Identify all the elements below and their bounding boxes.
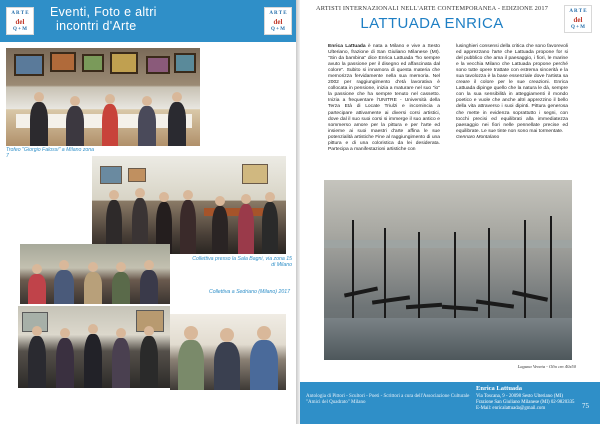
logo-text-bottom: Q + M [13,27,27,32]
photo-award-ceremony [6,48,200,146]
logo-text-middle: del [15,18,25,26]
running-header: ARTISTI INTERNAZIONALI NELL'ARTE CONTEMPORANEA - EDIZIONE 2017 [315,5,549,12]
publication-credit: Antologia di Pittori - Scultori - Poeti - Scrittori a cura dell'Associazione Culturale "Amici del Quadrato" Milano [306,394,470,405]
contact-email: E-Mail: enricalattuada@gmail.com [476,406,546,411]
logo-text-top: A R T E [569,9,587,14]
logo-text-middle: del [273,18,283,26]
painting-laguna-veneta [324,180,572,360]
painting-caption: Laguna Veneta - Olio cm 40x50 [517,364,576,369]
photo-gallery-group [92,156,286,254]
logo-text-top: A R T E [11,11,29,16]
photo-caption-3: Collettiva a Sedriano (Milano) 2017 [208,289,290,295]
artist-name-title: LATTUADA ENRICA [360,15,504,32]
photo-caption-2: Collettiva presso la Sala Bagni, via zona 15 di Milano [192,256,292,269]
left-footer [0,392,296,424]
article-text-1: è nata a Milano e vive a Sesto Ulteriano, frazione di San Giuliano Milanese (MI). "Sin da bambina" dice Enrica Lattuada "ho sempre avuto la passione per il disegno ed affascinata dal colore". Subito si innamora di questa materia che memorizza fervidamente nella sua memoria. Nel 2002 per raggiungimento d'età lavorativa è collocata in pensione, inizia a maturare nel suo "io" la passione che ha sempre tenuto nel cassetto. Inizia a frequentare l'UNITRE - Università della Terza Età di Locate Triulzi e incomincia a partecipare attivamente ai diversi corsi artistici, dove dal il suo suoi corsi si immerge il suo antico e sommerso amore per la pittura e per l'arte ed insieme ai suoi maestri d'arte affina le sue potenzialità artistiche Fine al raggiungimento di una pittura e di una coloristica da lei desiderata. Partecipa a manifestazioni artistiche con [328,44,440,152]
photo-sedriano-group [18,306,170,388]
photo-collective-exhibition [20,244,170,304]
logo-text-middle: del [573,16,583,24]
contact-address: Via Toscana, 9 - 20098 Sesto Ulteriano (MI) [476,394,564,399]
logo-text-bottom: Q + M [571,25,585,30]
logo-text-bottom: Q + M [271,27,285,32]
left-page [0,0,296,424]
section-title-line2: incontri d'Arte [56,19,137,33]
article-column-2 [456,44,568,141]
section-title-line1: Eventi, Foto e altri [50,5,157,19]
artist-name-lead: Enrica Lattuada [328,44,366,49]
page-number: 75 [582,402,589,410]
critic-signature: Gennaro Montalano [456,134,500,140]
article-text-2: lusinghieri consensi della critica che sono favorevoli ed apprezzano l'arte che Lattuada propone for si del pubblico che ama il paesaggio, i fiori, le marine e la vecchia Milano che Lattuada propone perché sono tutte opere trattate con estrema sincerità e la sua tavolozza è la base essenziale dove l'artista sa creare il colore per le sue creazioni. Enrica Lattuada dipinge quello che la natura le dà, sempre con la sua sensibilità in atteggiamenti il mondo poetico e vuole che anche altri apprezzino il bello della vita attraverso i suoi dipinti. Pittura generosa che mette in evidenza soprattutto i segni, con tocchi precisi ed equilibrati alla immediatezza paesaggio nei fiori nelle pennellate precise ed equilibrate. Le sue tinte non sono mai tormentate. [456,44,568,134]
association-logo-2 [264,7,292,35]
photo-caption-1: Trofeo "Giorgio Falossi" a Milano zona 7 [6,147,95,160]
right-page [300,0,600,424]
association-logo-3 [564,5,592,33]
right-footer [300,382,600,424]
contact-name: Enrica Lattuada [476,385,523,392]
article-column-1 [328,44,440,153]
association-logo [6,7,34,35]
photo-three-men [170,314,286,390]
left-header [0,0,296,42]
contact-phone: Frazione San Giuliano Milanese (MI) 02-9820335 [476,400,575,405]
right-header [300,0,600,42]
logo-text-top: A R T E [269,11,287,16]
section-title [50,5,250,33]
